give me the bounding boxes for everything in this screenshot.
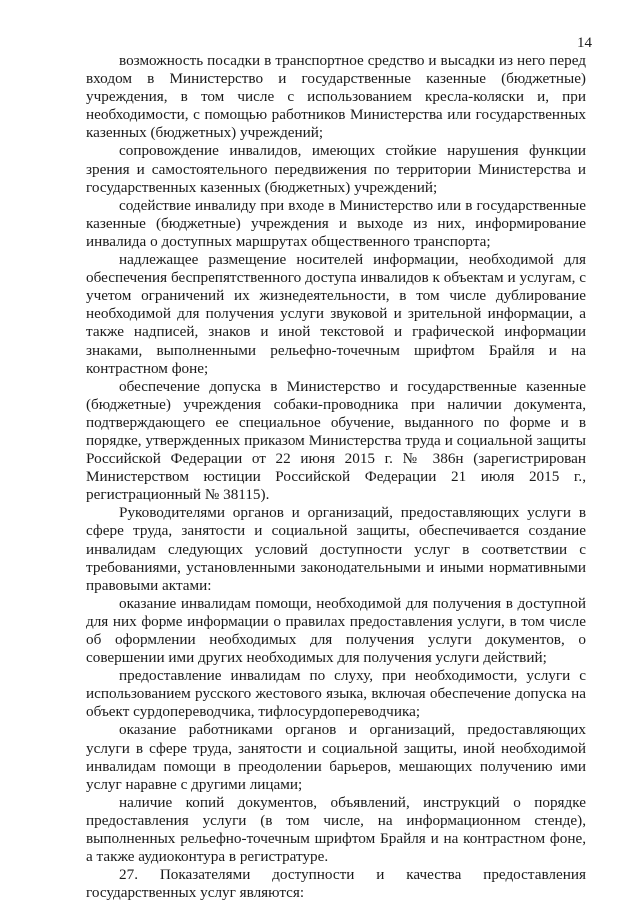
paragraph-help-information: оказание инвалидам помощи, необходимой для получения в доступной для них форме информации о правилах предоставления услуги, в том числе об оформлении необходимых для получения услуги документов, о совершении ими других необходимых для получения услуги действий; (86, 594, 586, 667)
paragraph-vehicle-access: возможность посадки в транспортное средство и высадки из него перед входом в Министерство и государственные казенные (бюджетные) учреждения, в том числе с использованием кресла-коляски и, при необходимости, с помощью работников Министерства или государственных казенных (бюджетных) учреждений; (86, 52, 586, 142)
paragraph-sign-language: предоставление инвалидам по слуху, при необходимости, услуги с использованием русского жестового языка, включая обеспечение допуска на объект сурдопереводчика, тифлосурдопереводчика; (86, 667, 586, 721)
paragraph-guide-dog: обеспечение допуска в Министерство и государственные казенные (бюджетные) учреждения собаки-проводника при наличии документа, подтверждающего ее специальное обучение, выданного по форме и в порядке, утвержденных приказом Министерства труда и социальной защиты Российской Федерации от 22 июня 2015 г. № 386н (зарегистрирован Министерством юстиции Российской Федерации 21 июля 2015 г., регистрационный № 38115). (86, 377, 586, 504)
paragraph-braille-copies: наличие копий документов, объявлений, инструкций о порядке предоставления услуги (в том числе, на информационном стенде), выполненных рельефно-точечным шрифтом Брайля и на контрастном фоне, а также аудиоконтура в регистратуре. (86, 793, 586, 866)
paragraph-staff-help: оказание работниками органов и организаций, предоставляющих услуги в сфере труда, занятости и социальной защиты, иной необходимой инвалидам помощи в преодолении барьеров, мешающих получению ими услуг наравне с другими лицами; (86, 721, 586, 793)
paragraph-item-27: 27. Показателями доступности и качества предоставления государственных услуг являются: (86, 866, 586, 902)
paragraph-escort: сопровождение инвалидов, имеющих стойкие нарушения функции зрения и самостоятельного передвижения по территории Министерства и государственных казенных (бюджетных) учреждений; (86, 142, 586, 196)
paragraph-information-placement: надлежащее размещение носителей информации, необходимой для обеспечения беспрепятственного доступа инвалидов к объектам и услугам, с учетом ограничений их жизнедеятельности, в том числе дублирование необходимой для получения услуги звуковой и зрительной информации, а также надписей, знаков и иной текстовой и графической информации знаками, выполненными рельефно-точечным шрифтом Брайля и на контрастном фоне; (86, 251, 586, 377)
paragraph-managers-obligations: Руководителями органов и организаций, предоставляющих услуги в сфере труда, занятости и социальной защиты, обеспечивается создание инвалидам следующих условий доступности услуг в соответствии с требованиями, установленными законодательными и иными нормативными правовыми актами: (86, 504, 586, 594)
page-number: 14 (577, 35, 592, 51)
document-body (86, 52, 586, 902)
paragraph-entry-assistance: содействие инвалиду при входе в Министерство или в государственные казенные (бюджетные) учреждения и выходе из них, информирование инвалида о доступных маршрутах общественного транспорта; (86, 196, 586, 250)
